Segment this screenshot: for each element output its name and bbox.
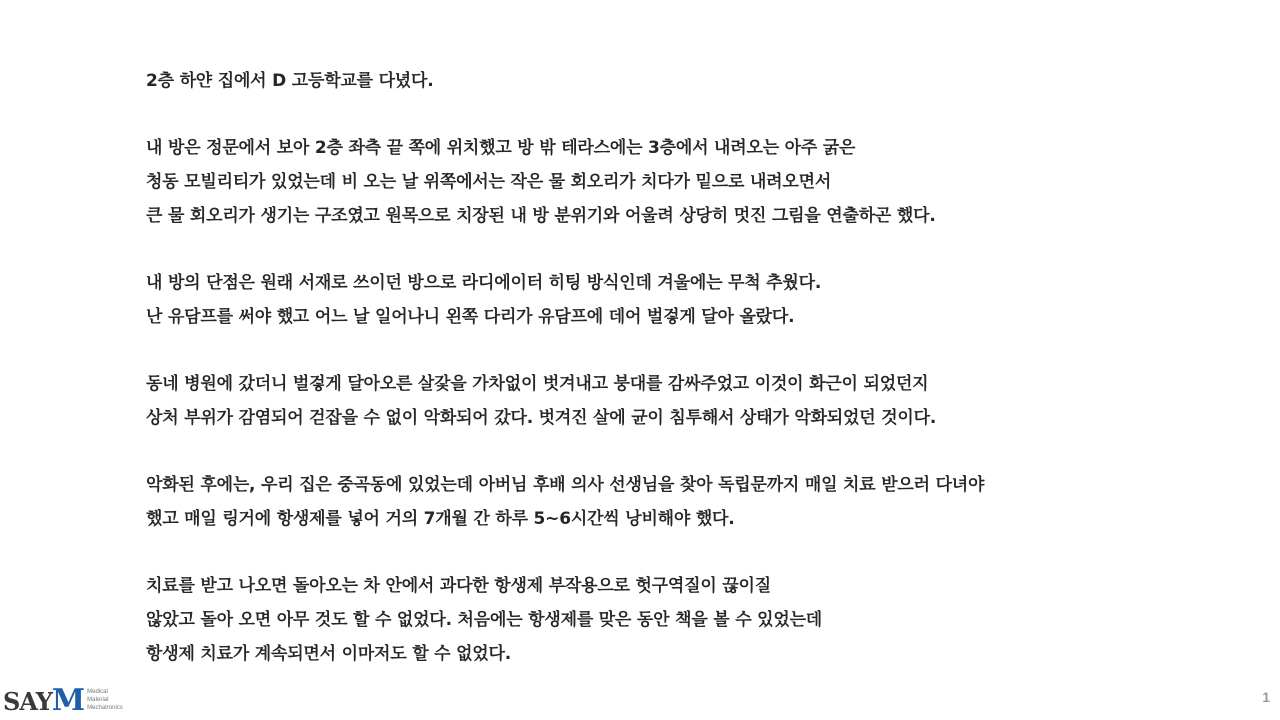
text-line: 않았고 돌아 오면 아무 것도 할 수 없었다. 처음에는 항생제를 맞은 동안 책을 볼 수 있었는데 [146,610,823,630]
paragraph-5 [146,468,1256,536]
logo-tagline-line: Medical [87,689,108,695]
text-line: 내 방은 정문에서 보아 2층 좌측 끝 쪽에 위치했고 방 밖 테라스에는 3층에서 내려오는 아주 굵은 [146,138,856,158]
text-line: 했고 매일 링거에 항생제를 넣어 거의 7개월 간 하루 5~6시간씩 낭비해야 했다. [146,509,735,529]
text-line: 큰 물 회오리가 생기는 구조였고 원목으로 치장된 내 방 분위기와 어울려 상당히 멋진 그림을 연출하곤 했다. [146,206,936,226]
paragraph-1 [146,64,1256,98]
text-line: 치료를 받고 나오면 돌아오는 차 안에서 과다한 항생제 부작용으로 헛구역질이 끊이질 [146,576,771,596]
paragraph-4 [146,367,1256,435]
document-body [146,64,1256,704]
logo-tagline [87,688,123,712]
text-line: 2층 하얀 집에서 D 고등학교를 다녔다. [146,71,434,91]
page-number: 1 [1262,689,1270,705]
text-line: 내 방의 단점은 원래 서재로 쓰이던 방으로 라디에이터 히팅 방식인데 겨울에는 무척 추웠다. [146,273,822,293]
text-line: 청동 모빌리티가 있었는데 비 오는 날 위쪽에서는 작은 물 회오리가 치다가 밑으로 내려오면서 [146,172,832,192]
text-line: 난 유담프를 써야 했고 어느 날 일어나니 왼쪽 다리가 유담프에 데어 벌겋게 달아 올랐다. [146,307,795,327]
logo-tagline-line: Material [87,697,109,703]
saym-logo [3,683,123,718]
logo-tagline-line: Mechatronics [87,705,123,711]
paragraph-3 [146,266,1256,334]
paragraph-6 [146,569,1256,671]
logo-accent-letter: M [51,683,85,718]
logo-text: SAY [3,687,52,716]
paragraph-2 [146,131,1256,233]
text-line: 악화된 후에는, 우리 집은 중곡동에 있었는데 아버님 후배 의사 선생님을 찾아 독립문까지 매일 치료 받으러 다녀야 [146,475,985,495]
text-line: 항생제 치료가 계속되면서 이마저도 할 수 없었다. [146,644,512,664]
text-line: 동네 병원에 갔더니 벌겋게 달아오른 살갗을 가차없이 벗겨내고 붕대를 감싸주었고 이것이 화근이 되었던지 [146,374,929,394]
logo-wordmark [3,683,85,718]
text-line: 상처 부위가 감염되어 걷잡을 수 없이 악화되어 갔다. 벗겨진 살에 균이 침투해서 상태가 악화되었던 것이다. [146,408,937,428]
